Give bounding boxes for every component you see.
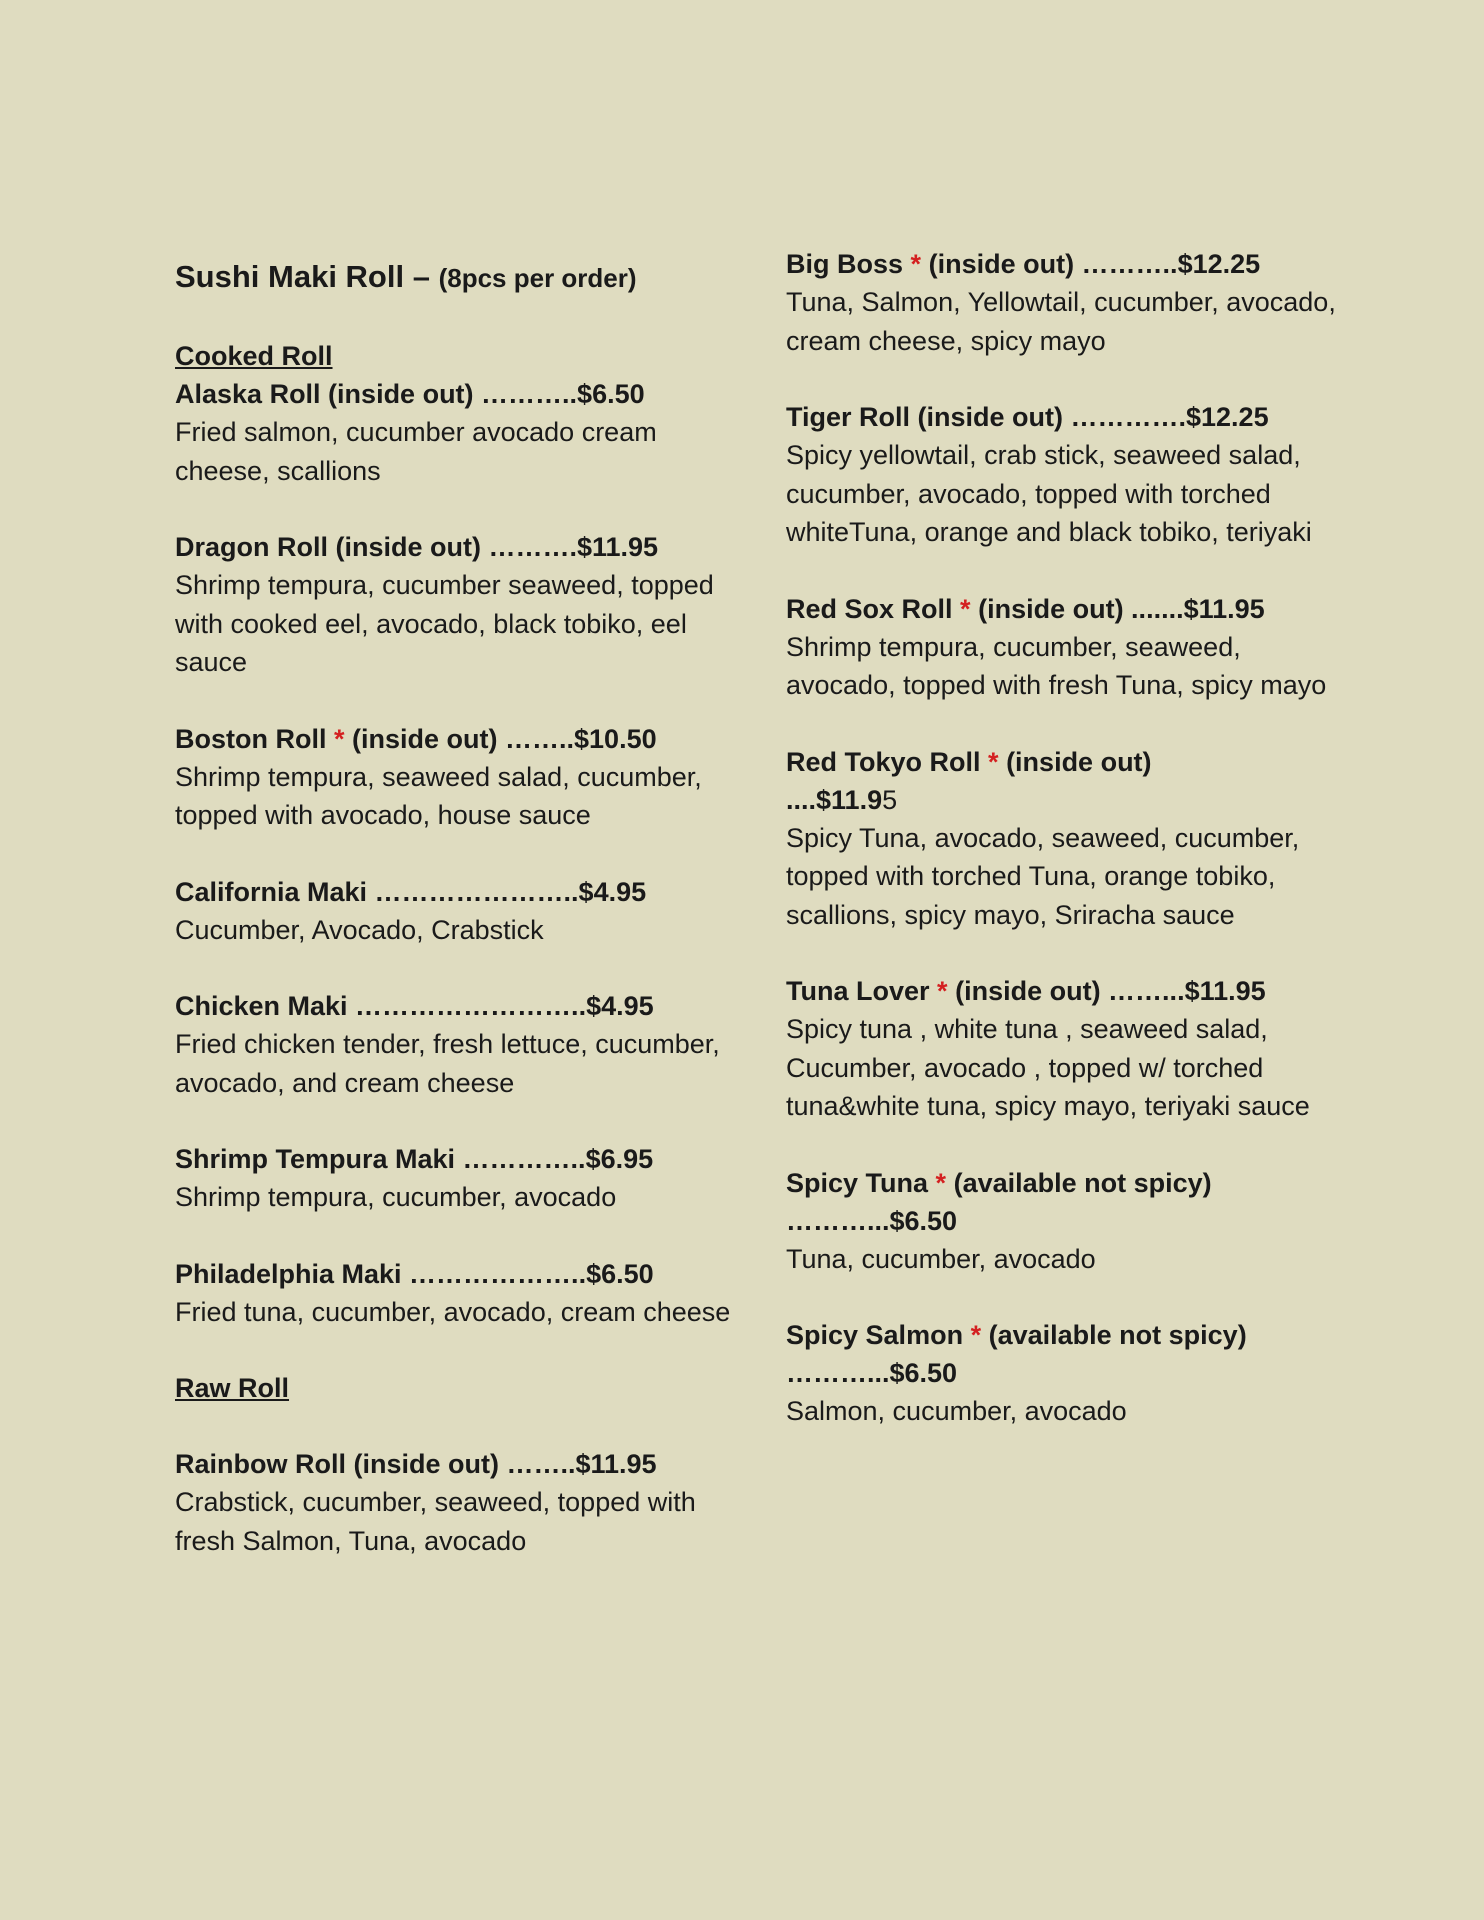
item-name <box>786 245 1346 283</box>
menu-item-dragon-roll <box>175 528 735 682</box>
item-name <box>786 1164 1346 1202</box>
spicy-star-icon: * <box>970 1320 982 1350</box>
menu-item-philadelphia-maki <box>175 1255 735 1332</box>
item-description: Fried salmon, cucumber avocado cream cheese, scallions <box>175 417 657 486</box>
item-price: ………...$6.50 <box>786 1358 958 1388</box>
item-name-text: Red Tokyo Roll <box>786 746 981 777</box>
left-column <box>175 242 735 1598</box>
item-name <box>786 743 1346 781</box>
item-price: ………...$6.50 <box>786 1205 958 1236</box>
item-name-suffix: (inside out) ………..$12.25 <box>928 249 1261 279</box>
spicy-star-icon: * <box>937 976 948 1006</box>
spicy-star-icon: * <box>935 1167 947 1198</box>
right-column <box>786 245 1346 1469</box>
item-name-text: Red Sox Roll <box>786 593 953 624</box>
item-name <box>786 972 1346 1010</box>
item-name: Tiger Roll (inside out) ………….$12.25 <box>786 402 1269 432</box>
item-description: Salmon, cucumber, avocado <box>786 1396 1127 1426</box>
item-price-bold: ....$11.9 <box>786 784 883 815</box>
item-name <box>786 1316 1346 1354</box>
spicy-star-icon: * <box>334 723 345 754</box>
item-name-suffix: (available not spicy) <box>988 1320 1247 1350</box>
item-name-suffix: (inside out) .......$11.95 <box>978 593 1265 624</box>
item-name-suffix: (available not spicy) <box>953 1167 1212 1198</box>
menu-item-chicken-maki <box>175 987 735 1102</box>
item-name: Shrimp Tempura Maki …………..$6.95 <box>175 1144 654 1174</box>
item-name <box>786 590 1346 628</box>
item-description: Spicy Tuna, avocado, seaweed, cucumber, topped with torched Tuna, orange tobiko, scallions, spicy mayo, Sriracha sauce <box>786 822 1300 930</box>
menu-item-spicy-tuna <box>786 1164 1346 1279</box>
menu-item-spicy-salmon <box>786 1316 1346 1431</box>
item-name: Chicken Maki ……………………..$4.95 <box>175 991 654 1021</box>
item-name-text: Spicy Tuna <box>786 1167 929 1198</box>
item-price <box>786 781 1346 819</box>
section-cooked-roll: Cooked Roll <box>175 341 333 371</box>
item-description: Spicy yellowtail, crab stick, seaweed salad, cucumber, avocado, topped with torched whiteTuna, orange and black tobiko, teriyaki <box>786 440 1312 547</box>
item-description: Shrimp tempura, cucumber, seaweed, avocado, topped with fresh Tuna, spicy mayo <box>786 631 1327 700</box>
menu-item-boston-roll <box>175 720 735 835</box>
menu-item-red-tokyo-roll <box>786 743 1346 935</box>
item-name-text: Tuna Lover <box>786 976 930 1006</box>
item-name-suffix: (inside out) <box>1006 746 1152 777</box>
item-price-rest: 5 <box>882 784 898 815</box>
item-description: Tuna, cucumber, avocado <box>786 1243 1096 1274</box>
menu-item-tuna-lover <box>786 972 1346 1126</box>
spicy-star-icon: * <box>988 746 999 777</box>
title-subtitle: (8pcs per order) <box>438 263 637 293</box>
item-description: Shrimp tempura, cucumber seaweed, topped with cooked eel, avocado, black tobiko, eel sauce <box>175 570 714 677</box>
menu-item-tiger-roll <box>786 398 1346 552</box>
menu-item-california-maki <box>175 873 735 950</box>
item-description: Shrimp tempura, seaweed salad, cucumber, topped with avocado, house sauce <box>175 761 702 830</box>
item-description: Fried tuna, cucumber, avocado, cream cheese <box>175 1296 731 1327</box>
item-name: Philadelphia Maki ………………..$6.50 <box>175 1258 654 1289</box>
item-name: Rainbow Roll (inside out) ……..$11.95 <box>175 1449 657 1479</box>
menu-item-red-sox-roll <box>786 590 1346 705</box>
item-description: Tuna, Salmon, Yellowtail, cucumber, avocado, cream cheese, spicy mayo <box>786 287 1336 356</box>
menu-item-big-boss <box>786 245 1346 360</box>
item-name: California Maki …………………..$4.95 <box>175 876 647 907</box>
item-name: Alaska Roll (inside out) ………..$6.50 <box>175 379 645 409</box>
title-main: Sushi Maki Roll – <box>175 259 430 294</box>
spicy-star-icon: * <box>960 593 971 624</box>
item-name-text: Spicy Salmon <box>786 1320 964 1350</box>
item-description: Cucumber, Avocado, Crabstick <box>175 914 544 945</box>
item-name-suffix: (inside out) ……...$11.95 <box>955 976 1266 1006</box>
item-description: Spicy tuna , white tuna , seaweed salad, Cucumber, avocado , topped w/ torched tuna&white tuna, spicy mayo, teriyaki sauce <box>786 1014 1310 1121</box>
item-name <box>175 720 735 758</box>
page-title <box>175 258 735 297</box>
item-name: Dragon Roll (inside out) ……….$11.95 <box>175 532 659 562</box>
menu-item-alaska-roll <box>175 375 735 490</box>
menu-item-rainbow-roll <box>175 1445 735 1560</box>
item-name-text: Boston Roll <box>175 723 327 754</box>
menu-item-shrimp-tempura-maki <box>175 1140 735 1217</box>
item-description: Fried chicken tender, fresh lettuce, cucumber, avocado, and cream cheese <box>175 1029 720 1098</box>
item-description: Crabstick, cucumber, seaweed, topped with fresh Salmon, Tuna, avocado <box>175 1487 696 1556</box>
item-name-text: Big Boss <box>786 249 904 279</box>
section-raw-roll: Raw Roll <box>175 1373 290 1403</box>
spicy-star-icon: * <box>910 249 922 279</box>
item-name-suffix: (inside out) ……..$10.50 <box>352 723 657 754</box>
item-description: Shrimp tempura, cucumber, avocado <box>175 1182 617 1212</box>
